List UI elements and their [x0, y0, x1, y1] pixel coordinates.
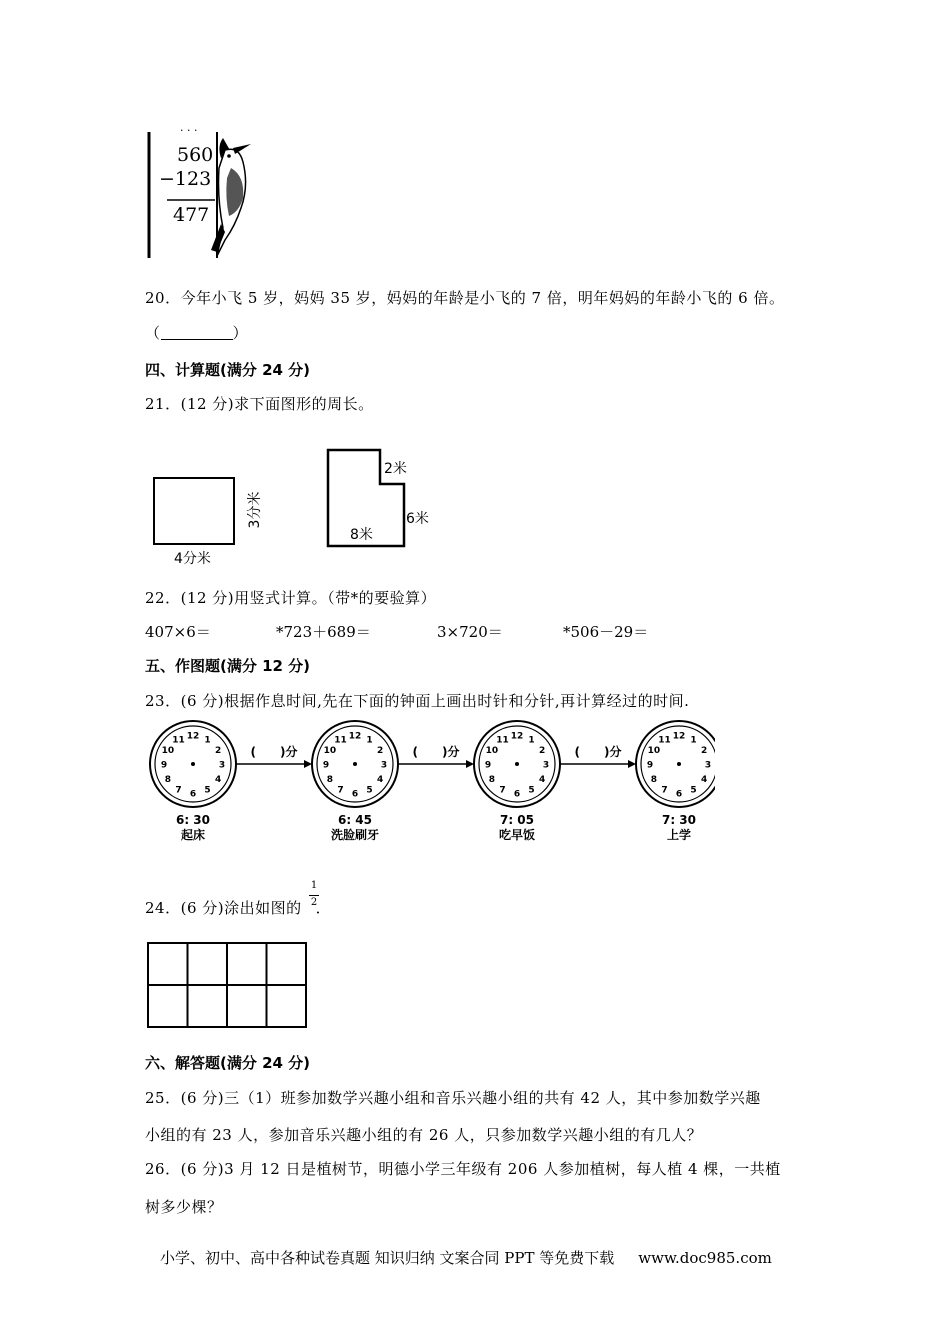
clock-center-dot: [353, 762, 357, 766]
arrow-head: [466, 760, 474, 768]
clock-time-label: 7: 30: [661, 813, 697, 827]
clock-numeral: 5: [528, 785, 535, 796]
clock-numeral: 11: [172, 735, 185, 746]
section-6-title: 六、解答题(满分 24 分): [145, 1054, 311, 1072]
bottom-side-label: 8米: [350, 527, 373, 543]
clock-numeral: 12: [348, 731, 362, 742]
clock-numeral: 11: [496, 735, 509, 746]
clock-activity-label: 起床: [180, 828, 206, 842]
clock-numeral: 8: [326, 775, 334, 785]
l-shape-figure: [320, 446, 440, 556]
clock-numeral: 4: [214, 775, 222, 785]
clock-numeral: 7: [337, 785, 344, 796]
calc-item-2: *723＋689＝: [276, 623, 371, 641]
calc-item-4: *506－29＝: [563, 623, 649, 641]
clock-numeral: 9: [646, 760, 654, 771]
question-25-line-1: 25．(6 分)三（1）班参加数学兴趣小组和音乐兴趣小组的共有 42 人，其中参加数学兴趣: [145, 1089, 761, 1107]
shading-grid[interactable]: [147, 942, 307, 1028]
fraction-numerator: 1: [310, 880, 318, 891]
clock-numeral: 5: [690, 785, 697, 796]
clock-numeral: 12: [672, 731, 686, 742]
question-26-line-1: 26．(6 分)3 月 12 日是植树节，明德小学三年级有 206 人参加植树，每人植 4 棵，一共植: [145, 1160, 781, 1178]
clock-time-label: 7: 05: [499, 813, 535, 827]
arrow-minutes-label: ( )分: [250, 745, 298, 759]
question-24-text: 24．(6 分)涂出如图的: [145, 899, 302, 917]
clock-numeral: 12: [510, 731, 524, 742]
clock-numeral: 7: [175, 785, 182, 796]
footer-site[interactable]: www.doc985.com: [638, 1249, 772, 1267]
clock-numeral: 7: [661, 785, 668, 796]
clock-numeral: 1: [204, 735, 211, 746]
clock-numeral: 5: [204, 785, 211, 796]
question-24-end: ．: [315, 899, 332, 917]
clock-4: [636, 721, 715, 842]
clock-center-dot: [191, 762, 195, 766]
clock-numeral: 1: [528, 735, 535, 746]
clock-numeral: 11: [658, 735, 671, 746]
clock-numeral: 6: [513, 789, 521, 800]
clock-numeral: 3: [704, 760, 712, 771]
calc-item-3: 3×720＝: [437, 623, 503, 641]
answer-blank-20[interactable]: [145, 322, 248, 343]
clock-numeral: 10: [161, 746, 175, 756]
arrow-minutes-label: ( )分: [574, 745, 622, 759]
clock-activity-label: 吃早饭: [498, 828, 536, 842]
clock-numeral: 8: [164, 775, 172, 785]
question-21: 21．(12 分)求下面图形的周长。: [145, 395, 374, 413]
clock-numeral: 10: [647, 746, 661, 756]
right-side-label: 6米: [406, 511, 429, 527]
clock-numeral: 2: [700, 746, 708, 756]
section-4-title: 四、计算题(满分 24 分): [145, 361, 311, 379]
clock-numeral: 4: [538, 775, 546, 785]
clock-numeral: 10: [323, 746, 337, 756]
rect-height-label: 3分米: [247, 491, 263, 529]
clock-numeral: 9: [160, 760, 168, 771]
rect-width-label: 4分米: [174, 551, 211, 567]
arrow-minutes-label: ( )分: [412, 745, 460, 759]
question-20: 20．今年小飞 5 岁，妈妈 35 岁，妈妈的年龄是小飞的 7 倍，明年妈妈的年龄小飞的 6 倍。: [145, 289, 785, 307]
clock-numeral: 1: [366, 735, 373, 746]
clock-activity-label: 上学: [666, 828, 692, 842]
clock-numeral: 9: [322, 760, 330, 771]
question-23: 23．(6 分)根据作息时间,先在下面的钟面上画出时针和分针,再计算经过的时间.: [145, 692, 690, 710]
minuend: 560: [177, 144, 214, 166]
clock-numeral: 6: [189, 789, 197, 800]
clock-numeral: 1: [690, 735, 697, 746]
clock-numeral: 4: [700, 775, 708, 785]
clock-numeral: 6: [351, 789, 359, 800]
clock-numeral: 10: [485, 746, 499, 756]
clock-activity-label: 洗脸刷牙: [330, 828, 380, 842]
clock-2: [312, 721, 398, 842]
clock-numeral: 3: [380, 760, 388, 771]
clock-numeral: 8: [488, 775, 496, 785]
question-26-line-2: 树多少棵？: [145, 1198, 223, 1216]
blank-line[interactable]: [161, 325, 233, 340]
rectangle-figure: [148, 470, 268, 570]
fraction-bar: [309, 895, 319, 896]
clock-numeral: 6: [675, 789, 683, 800]
paren-close: ）: [232, 324, 249, 342]
subtrahend: −123: [159, 168, 212, 190]
clock-numeral: 8: [650, 775, 658, 785]
question-24: [145, 897, 331, 918]
arrow-head: [628, 760, 636, 768]
clock-numeral: 9: [484, 760, 492, 771]
clock-numeral: 3: [542, 760, 550, 771]
clock-1: [150, 721, 236, 842]
clock-numeral: 4: [376, 775, 384, 785]
section-5-title: 五、作图题(满分 12 分): [145, 657, 311, 675]
question-25-line-2: 小组的有 23 人，参加音乐兴趣小组的有 26 人，只参加数学兴趣小组的有几人？: [145, 1126, 703, 1144]
difference: 477: [173, 204, 210, 226]
carry-dots: · · ·: [180, 124, 198, 137]
clock-numeral: 12: [186, 731, 200, 742]
clock-numeral: 5: [366, 785, 373, 796]
clock-3: [474, 721, 560, 842]
clock-center-dot: [677, 762, 681, 766]
fraction-denominator: 2: [310, 897, 318, 908]
clock-numeral: 2: [214, 746, 222, 756]
clock-time-label: 6: 30: [175, 813, 211, 827]
calc-item-1: 407×6＝: [145, 623, 211, 641]
clock-schedule-figure: [145, 716, 715, 846]
clock-time-label: 6: 45: [337, 813, 373, 827]
notch-label: 2米: [384, 461, 407, 477]
footer: [160, 1247, 782, 1268]
paren-open: （: [145, 324, 161, 342]
question-22: 22．(12 分)用竖式计算。（带*的要验算）: [145, 589, 437, 607]
woodpecker-figure: [145, 124, 255, 260]
clock-numeral: 2: [376, 746, 384, 756]
clock-numeral: 2: [538, 746, 546, 756]
clock-center-dot: [515, 762, 519, 766]
clock-numeral: 3: [218, 760, 226, 771]
clock-numeral: 7: [499, 785, 506, 796]
arrow-head: [304, 760, 312, 768]
footer-text: 小学、初中、高中各种试卷真题 知识归纳 文案合同 PPT 等免费下载: [160, 1249, 615, 1267]
clock-numeral: 11: [334, 735, 347, 746]
